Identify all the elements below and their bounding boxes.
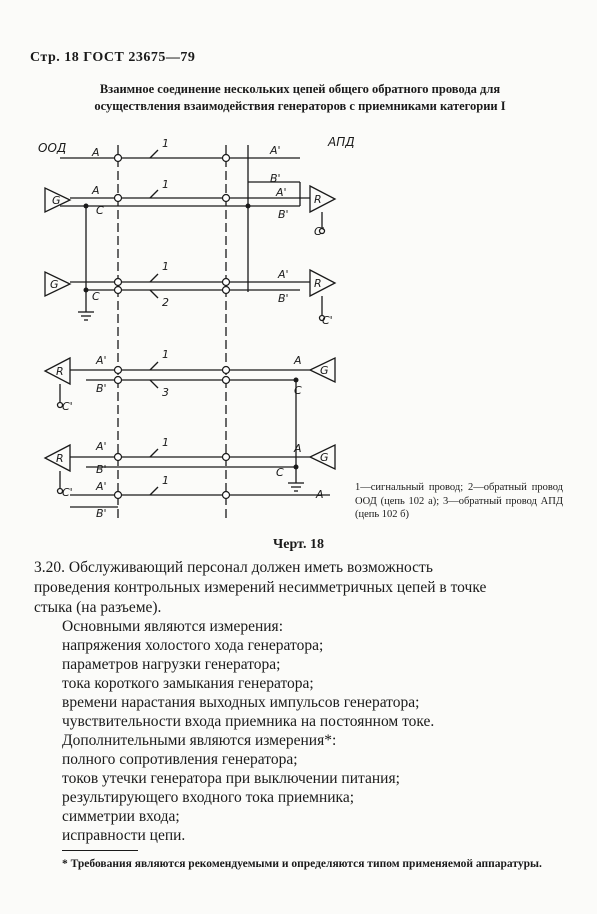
main-item: чувствительности входа приемника на постоянном токе. [62,713,435,730]
svg-text:C: C [96,204,104,217]
diagram-legend: 1—сигнальный провод; 2—обратный провод ООД (цепь 102 а); 3—обратный провод АПД (цепь 102 б) [355,482,563,520]
svg-text:C': C' [322,314,333,327]
svg-text:B': B' [96,382,107,395]
svg-text:1: 1 [162,348,169,361]
svg-text:C': C' [62,486,73,499]
svg-text:G: G [320,451,329,464]
svg-text:C: C [92,290,100,303]
svg-text:1: 1 [162,178,169,191]
ood-label: ООД [38,141,67,155]
extra-item: симметрии входа; [62,808,180,825]
svg-text:C': C' [62,400,73,413]
page-header: Стр. 18 ГОСТ 23675—79 [30,50,196,65]
svg-text:R: R [56,452,64,465]
svg-text:G: G [52,194,61,207]
svg-text:R: R [314,193,322,206]
svg-text:2: 2 [162,296,169,309]
svg-text:B': B' [270,172,281,185]
svg-text:B': B' [96,463,107,476]
svg-text:A': A' [270,144,281,157]
svg-text:1: 1 [162,436,169,449]
svg-text:B': B' [278,208,289,221]
main-item: напряжения холостого хода генератора; [62,637,324,654]
extra-item: исправности цепи. [62,827,186,844]
caption-line-1: Взаимное соединение нескольких цепей общего обратного провода для [99,82,501,96]
svg-text:C: C [294,384,302,397]
svg-text:A': A' [96,480,107,493]
footnote: * Требования являются рекомендуемыми и определяются типом применяемой аппаратуры. [62,858,542,870]
paragraph-3-20: 3.20. Обслуживающий персонал должен иметь возможность проведения контрольных измерений несимметричных цепей в точке стыка (на разъеме). [34,559,487,616]
svg-text:A: A [294,442,302,455]
main-item: времени нарастания выходных импульсов генератора; [62,694,420,711]
main-item: параметров нагрузки генератора; [62,656,281,673]
svg-text:1: 1 [162,137,169,150]
svg-text:1: 1 [162,474,169,487]
svg-text:C': C' [314,225,325,238]
figure-label: Черт. 18 [273,537,324,552]
extra-item: полного сопротивления генератора; [62,751,298,768]
extra-lead: Дополнительными являются измерения*: [62,732,337,749]
apd-label: АПД [328,135,355,149]
svg-text:A: A [316,488,324,501]
svg-text:A': A' [276,186,287,199]
svg-text:R: R [314,277,322,290]
svg-text:A: A [294,354,302,367]
svg-text:C: C [276,466,284,479]
svg-text:A: A [92,184,100,197]
svg-text:B': B' [96,507,107,520]
svg-text:G: G [50,278,59,291]
footnote-divider [62,850,138,851]
svg-text:A': A' [96,440,107,453]
extra-item: результирующего входного тока приемника; [62,789,355,806]
svg-text:B': B' [278,292,289,305]
main-item: тока короткого замыкания генератора; [62,675,314,692]
svg-text:1: 1 [162,260,169,273]
main-lead: Основными являются измерения: [62,618,283,635]
circuit-diagram [0,130,597,530]
svg-text:A': A' [96,354,107,367]
extra-item: токов утечки генератора при выключении питания; [62,770,400,787]
svg-text:A: A [92,146,100,159]
svg-text:R: R [56,365,64,378]
svg-text:3: 3 [162,386,169,399]
svg-text:G: G [320,364,329,377]
caption-line-2: осуществления взаимодействия генераторов с приемниками категории I [94,99,506,113]
svg-text:A': A' [278,268,289,281]
